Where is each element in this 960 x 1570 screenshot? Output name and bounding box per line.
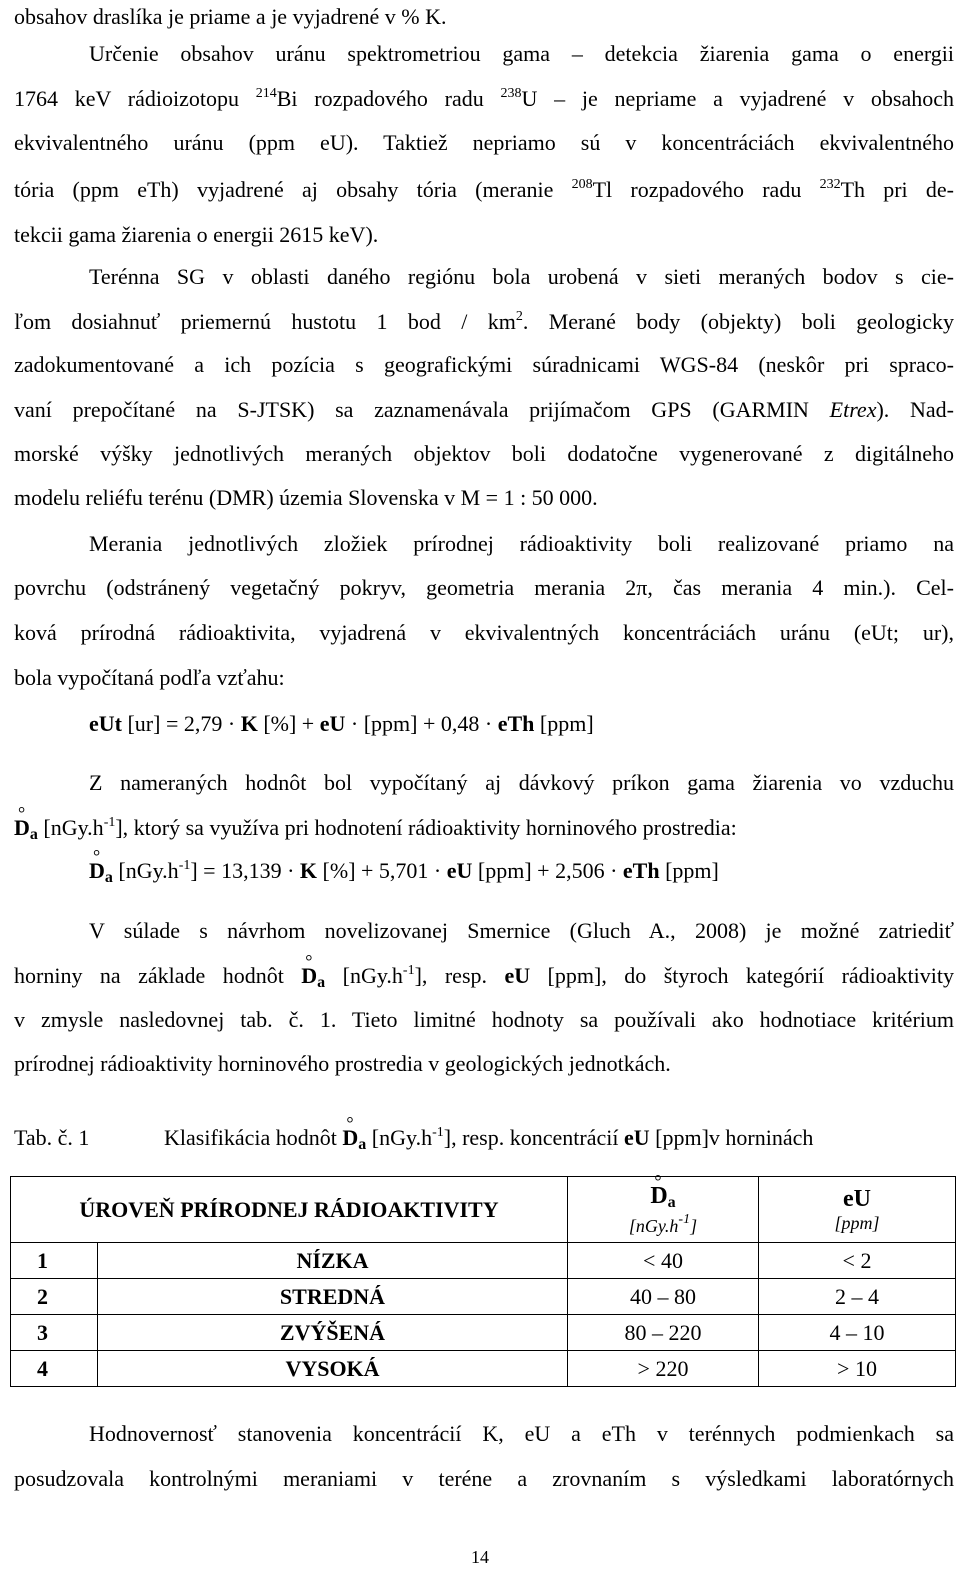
- dose-rate-symbol: ° D: [14, 815, 30, 841]
- table-row: 1 NÍZKA < 40 < 2: [11, 1243, 956, 1279]
- table-row: 4 VYSOKÁ > 220 > 10: [11, 1351, 956, 1387]
- formula-eut: eUt [ur] = 2,79 · K [%] + eU · [ppm] + 0,48 · eTh [ppm]: [89, 711, 594, 736]
- paragraph-line: ková prírodná rádioaktivita, vyjadrená v ekvivalentných koncentráciách uránu (eUt; ur),: [14, 620, 954, 645]
- paragraph-line: Terénna SG v oblasti daného regiónu bola urobená v sieti meraných bodov s cie-: [89, 264, 954, 289]
- table-caption-text: Klasifikácia hodnôt ° $D_a$ $[nGy.h^{-1}]$, resp. koncentrácií eU [ppm]v horninách: [164, 1125, 813, 1158]
- dose-rate-symbol: ° D: [301, 963, 317, 989]
- paragraph-line: Hodnovernosť stanovenia koncentrácií K, eU a eTh v terénnych podmienkach sa: [89, 1421, 954, 1446]
- page-number: 14: [471, 1547, 489, 1567]
- paragraph-line: v zmysle nasledovnej tab. č. 1. Tieto limitné hodnoty sa používali ako hodnotiace kritérium: [14, 1007, 954, 1032]
- dose-rate-symbol: ° D: [89, 858, 105, 884]
- paragraph-line: zadokumentované a ich pozícia s geografickými súradnicami WGS-84 (neskôr pri spraco-: [14, 352, 954, 377]
- header-level: ÚROVEŇ PRÍRODNEJ RÁDIOAKTIVITY: [11, 1177, 568, 1243]
- radioactivity-classification-table: [10, 1176, 956, 1387]
- dose-rate-symbol: ° D: [342, 1125, 358, 1151]
- table-caption-label: Tab. č. 1: [14, 1125, 90, 1150]
- paragraph-line: ľom dosiahnuť priemernú hustotu 1 bod / $km^2$. Merané body (objekty) boli geologicky: [14, 309, 954, 334]
- paragraph-line: Merania jednotlivých zložiek prírodnej rádioaktivity boli realizované priamo na: [89, 531, 954, 556]
- paragraph-line: posudzovala kontrolnými meraniami v teréne a zrovnaním s výsledkami laboratórnych: [14, 1466, 954, 1491]
- paragraph-line: morské výšky jednotlivých meraných objektov boli dodatočne vygenerované z digitálneho: [14, 441, 954, 466]
- paragraph-line: Určenie obsahov uránu spektrometriou gama – detekcia žiarenia gama o energii: [89, 41, 954, 66]
- paragraph-line: ° $D_a$ $[nGy.h^{-1}]$, ktorý sa využíva pri hodnotení rádioaktivity horninového prostredia:: [14, 815, 954, 848]
- table-row: 2 STREDNÁ 40 – 80 2 – 4: [11, 1279, 956, 1315]
- header-da: ° $D_a$ $[nGy.h^{-1}]$: [568, 1177, 759, 1243]
- paragraph-line: povrchu (odstránený vegetačný pokryv, geometria merania 2π, čas merania 4 min.). Cel-: [14, 575, 954, 600]
- table-header-row: [11, 1177, 956, 1243]
- paragraph-line: modelu reliéfu terénu (DMR) územia Slovenska v M = 1 : 50 000.: [14, 485, 598, 510]
- paragraph-line: obsahov draslíka je priame a je vyjadrené v % K.: [14, 4, 447, 29]
- dose-rate-symbol: ° D: [650, 1184, 667, 1208]
- table-caption: [14, 1125, 954, 1151]
- paragraph-line: prírodnej rádioaktivity horninového prostredia v geologických jednotkách.: [14, 1051, 671, 1076]
- table-row: 3 ZVÝŠENÁ 80 – 220 4 – 10: [11, 1315, 956, 1351]
- paragraph-line: tória (ppm eTh) vyjadrené aj obsahy tória (meranie $^{208}$Tl rozpadového radu $^{232}$Th pri de-: [14, 177, 954, 202]
- header-eu: eU [ppm]: [759, 1177, 956, 1243]
- paragraph-line: tekcii gama žiarenia o energii 2615 keV).: [14, 222, 379, 247]
- paragraph-line: V súlade s návrhom novelizovanej Smernice (Gluch A., 2008) je možné zatriediť: [89, 918, 954, 943]
- paragraph-line: ekvivalentného uránu (ppm eU). Taktiež nepriamo sú v koncentráciách ekvivalentného: [14, 130, 954, 155]
- paragraph-line: bola vypočítaná podľa vzťahu:: [14, 665, 285, 690]
- paragraph-line: 1764 keV rádioizotopu $^{214}$Bi rozpadového radu $^{238}$U – je nepriame a vyjadrené v obsahoch: [14, 86, 955, 111]
- formula-dose-rate: ° $D_a$ $[nGy.h^{-1}] = 13,139 \cdot K$ [%] + 5,701 · eU [ppm] + 2,506 · eTh [ppm]: [89, 858, 954, 891]
- paragraph-line: vaní prepočítané na S-JTSK) sa zaznamenávala prijímačom GPS (GARMIN Etrex). Nad-: [14, 397, 954, 422]
- paragraph-line: Z nameraných hodnôt bol vypočítaný aj dávkový príkon gama žiarenia vo vzduchu: [89, 770, 954, 795]
- paragraph-line: horniny na základe hodnôt ° $D_a$ $[nGy.h^{-1}]$, resp. eU [ppm], do štyroch kategórií rádioaktivity: [14, 963, 954, 996]
